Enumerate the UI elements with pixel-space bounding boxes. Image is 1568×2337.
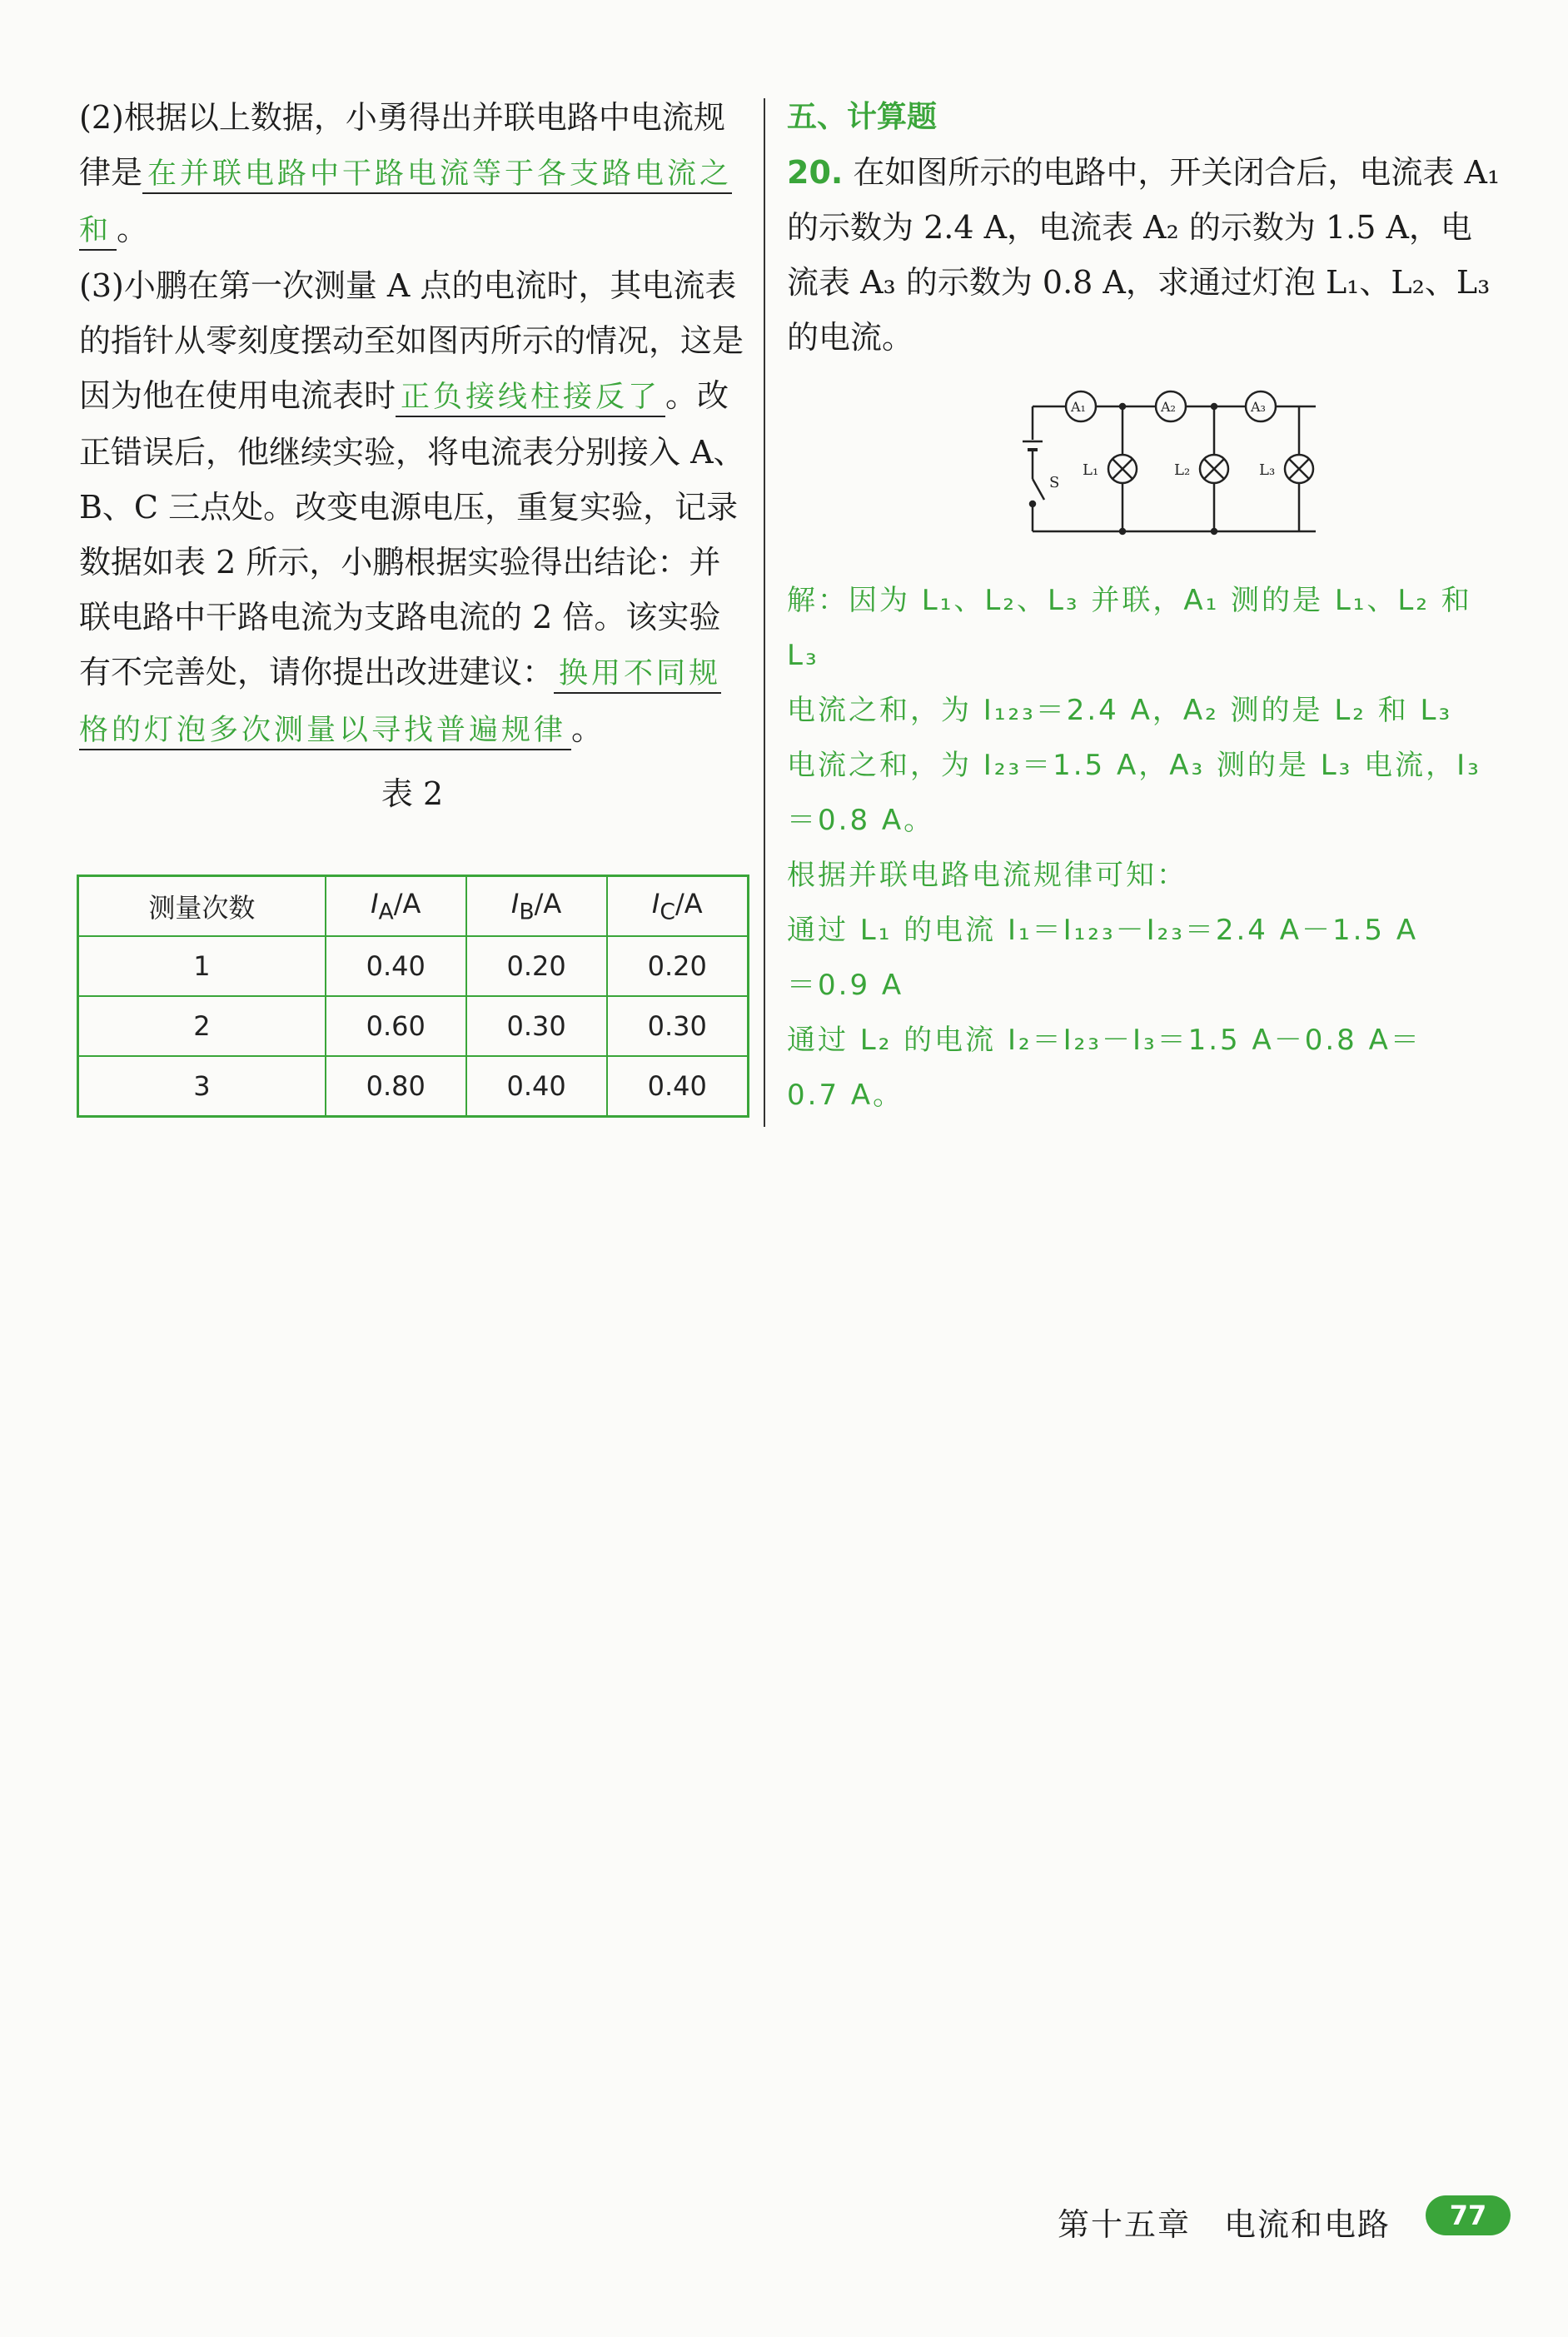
table-row: [78, 996, 749, 1056]
question-3: [79, 258, 745, 758]
q2-text: (2)根据以上数据，小勇得出并联电路中电流规律是: [79, 99, 725, 191]
table-header: $I_B/A$: [466, 876, 607, 937]
column-divider: [764, 98, 765, 1127]
switch-label: S: [1049, 474, 1060, 491]
q3-text-b: 。改正错误后，他继续实验，将电流表分别接入 A、B、C 三点处。改变电源电压，重复实验，记录数据如表 2 所示，小鹏根据实验得出结论：并联电路中干路电流为支路电流的 2 倍。该实验有不完善处，请你提出改进建议：: [79, 377, 745, 690]
q2-end: 。: [117, 211, 149, 247]
q3-answer-2: 换用不同规格的灯泡多次测量以寻找普遍规律: [79, 657, 721, 750]
solution-line: 通过 L₂ 的电流 I₂＝I₂₃－I₃＝1.5 A－0.8 A＝: [787, 1024, 1421, 1057]
question-number: 20.: [787, 154, 844, 191]
table-header: $I_C/A$: [607, 876, 749, 937]
ammeter-a2-label: A₂: [1161, 399, 1176, 415]
chapter-title: 第十五章 电流和电路: [1058, 2206, 1391, 2243]
table-cell: 0.60: [326, 996, 466, 1056]
solution-line: ＝0.8 A。: [787, 804, 935, 837]
q3-answer-1: 正负接线柱接反了: [396, 381, 665, 417]
right-column: [787, 90, 1503, 1123]
table-cell: 3: [78, 1056, 326, 1117]
q2-answer: 在并联电路中干路电流等于各支路电流之和: [79, 157, 732, 251]
table-cell: 0.40: [326, 936, 466, 996]
solution-line: 通过 L₁ 的电流 I₁＝I₁₂₃－I₂₃＝2.4 A－1.5 A: [787, 914, 1419, 947]
table-cell: 0.40: [607, 1056, 749, 1117]
question-20-text: 在如图所示的电路中，开关闭合后，电流表 A₁ 的示数为 2.4 A，电流表 A₂ 的示数为 1.5 A，电流表 A₃ 的示数为 0.8 A，求通过灯泡 L₁、L₂、L₃ 的电流。: [787, 154, 1501, 356]
table-cell: 0.30: [607, 996, 749, 1056]
table-caption: 表 2: [381, 775, 444, 812]
table-cell: 1: [78, 936, 326, 996]
switch-contact: [1030, 501, 1035, 506]
table-row: [78, 936, 749, 996]
data-table: [77, 875, 749, 1118]
solution-line: 电流之和，为 I₂₃＝1.5 A，A₃ 测的是 L₃ 电流，I₃: [787, 749, 1481, 782]
table-header: 测量次数: [78, 876, 326, 937]
solution-line: 根据并联电路电流规律可知：: [787, 859, 1187, 892]
lamp-l1-label: L₁: [1083, 461, 1099, 479]
page-number: 77: [1426, 2195, 1511, 2235]
q3-end: 。: [571, 710, 604, 747]
lamp-l2-label: L₂: [1174, 461, 1191, 479]
ammeter-a3-label: A₃: [1251, 399, 1266, 415]
circuit-diagram: [1016, 383, 1332, 541]
table-cell: 0.20: [607, 936, 749, 996]
table-cell: 0.40: [466, 1056, 607, 1117]
table-cell: 2: [78, 996, 326, 1056]
solution-line: 电流之和，为 I₁₂₃＝2.4 A，A₂ 测的是 L₂ 和 L₃: [787, 694, 1453, 727]
table-cell: 0.20: [466, 936, 607, 996]
lamp-l2-icon: [1200, 455, 1228, 483]
solution-line: 0.7 A。: [787, 1079, 904, 1112]
question-20: [787, 145, 1503, 365]
section-title: 五、计算题: [787, 100, 938, 134]
switch-blade: [1033, 479, 1044, 500]
lamp-l1-icon: [1108, 455, 1137, 483]
question-2: [79, 90, 745, 258]
lamp-l3-icon: [1285, 455, 1313, 483]
lamp-l3-label: L₃: [1259, 461, 1276, 479]
table-header-row: [78, 876, 749, 937]
ammeter-a1-label: A₁: [1071, 399, 1086, 415]
table-cell: 0.30: [466, 996, 607, 1056]
solution: [787, 573, 1503, 1123]
solution-line: ＝0.9 A: [787, 969, 904, 1002]
table-row: [78, 1056, 749, 1117]
table-cell: 0.80: [326, 1056, 466, 1117]
left-column: [79, 90, 745, 821]
solution-line: 解：因为 L₁、L₂、L₃ 并联，A₁ 测的是 L₁、L₂ 和 L₃: [787, 584, 1472, 672]
table-header: $I_A/A$: [326, 876, 466, 937]
q3-text-a: (3)小鹏在第一次测量 A 点的电流时，其电流表的指针从零刻度摆动至如图丙所示的情况，这是因为他在使用电流表时: [79, 267, 744, 414]
